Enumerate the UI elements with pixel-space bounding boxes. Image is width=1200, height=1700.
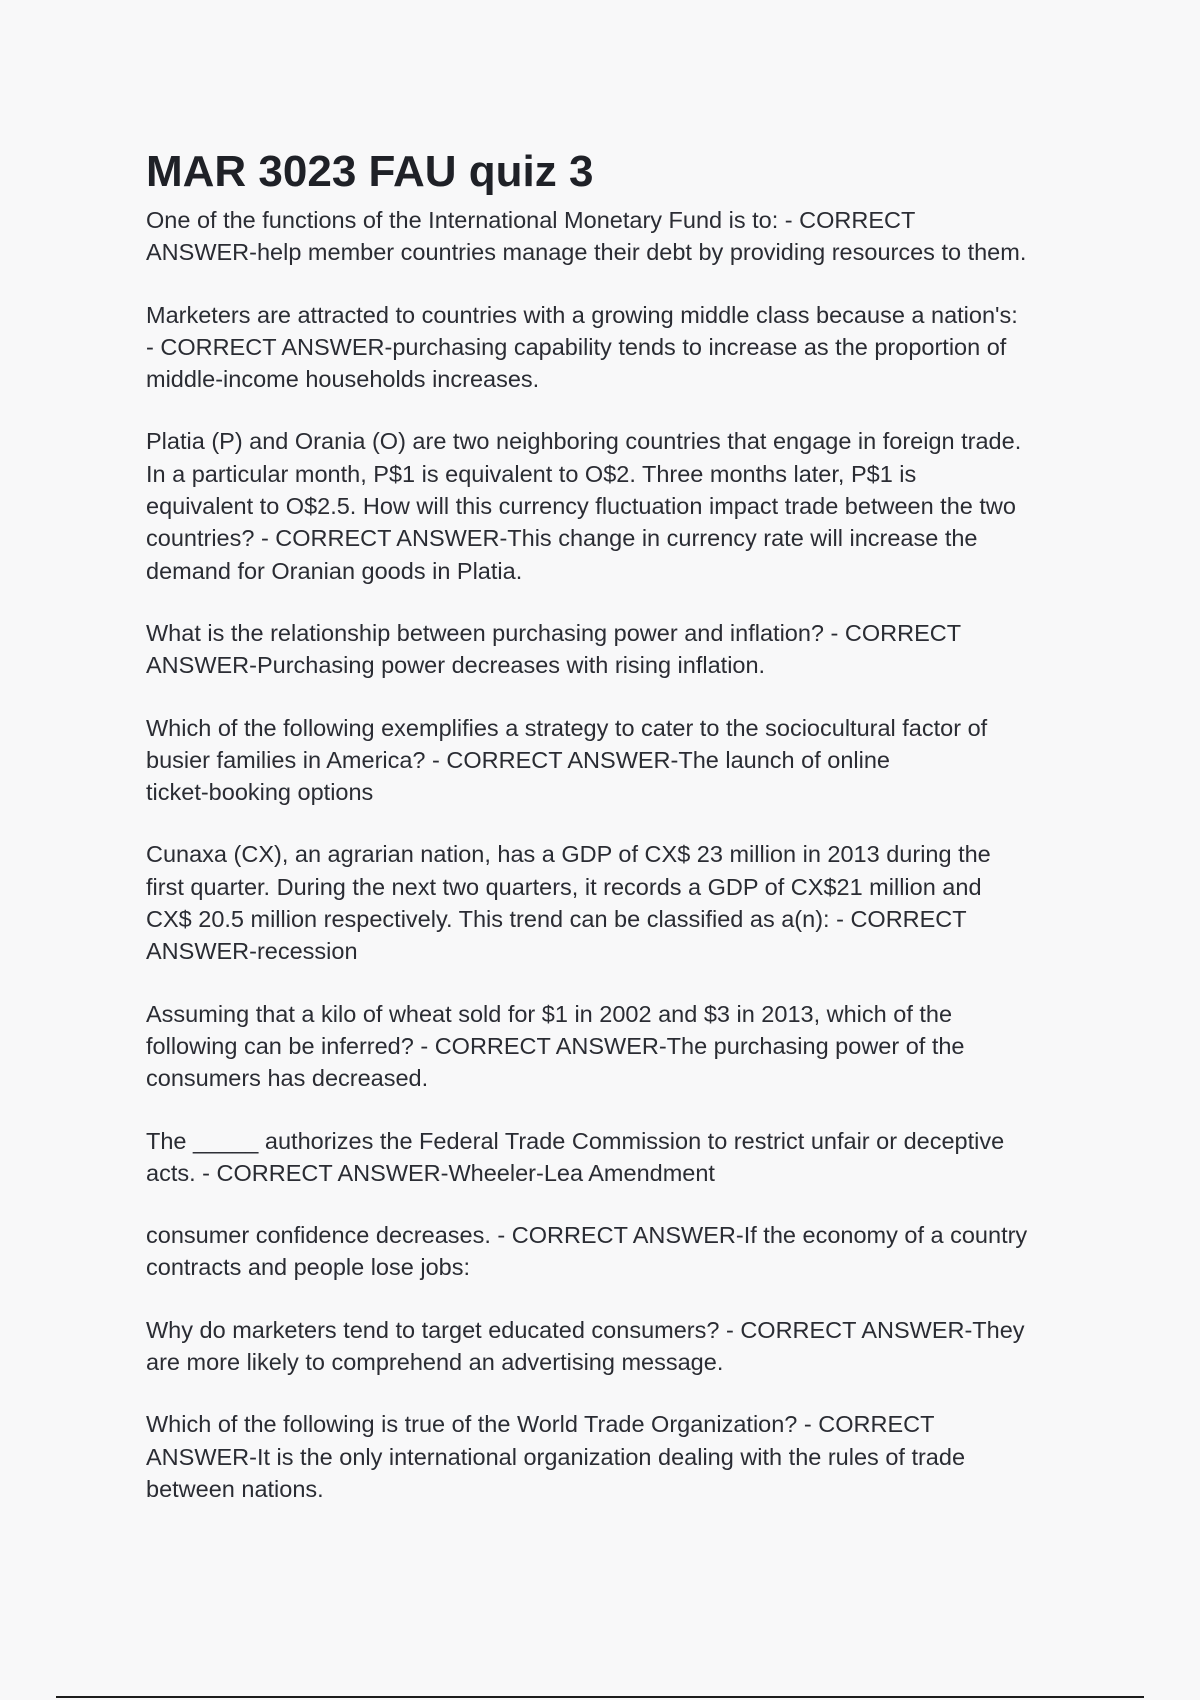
document-title: MAR 3023 FAU quiz 3 <box>146 147 594 196</box>
qa-item-6: Cunaxa (CX), an agrarian nation, has a GDP of CX$ 23 million in 2013 during the first quarter. During the next two quarters, it records a GDP of CX$21 million and CX$ 20.5 million respectively. This trend can be classified as a(n): - CORRECT ANSWER-recession <box>146 841 991 965</box>
qa-item-2: Marketers are attracted to countries with a growing middle class because a nation's: - CORRECT ANSWER-purchasing capability tends to increase as the proportion of middle-income households increases. <box>146 301 1018 393</box>
qa-item-1: One of the functions of the International Monetary Fund is to: - CORRECT ANSWER-help member countries manage their debt by providing resources to them. <box>146 207 1027 266</box>
qa-item-4: What is the relationship between purchasing power and inflation? - CORRECT ANSWER-Purchasing power decreases with rising inflation. <box>146 619 962 679</box>
qa-item-11: Which of the following is true of the World Trade Organization? - CORRECT ANSWER-It is the only international organization dealing with the rules of trade between nations. <box>146 1411 966 1502</box>
qa-item-10: Why do marketers tend to target educated consumers? - CORRECT ANSWER-They are more likely to comprehend an advertising message. <box>146 1316 1025 1376</box>
document-content <box>146 146 1066 1535</box>
page-bottom-rule <box>56 1696 1144 1698</box>
qa-item-5: Which of the following exemplifies a strategy to cater to the sociocultural factor of busier families in America? - CORRECT ANSWER-The launch of online ticket-booking options <box>146 714 988 806</box>
qa-item-3: Platia (P) and Orania (O) are two neighboring countries that engage in foreign trade. In a particular month, P$1 is equivalent to O$2. Three months later, P$1 is equivalent to O$2.5. How will this currency fluctuation impact trade between the two countries? - CORRECT ANSWER-This change in currency rate will increase the demand for Oranian goods in Platia. <box>146 428 1022 584</box>
qa-item-7: Assuming that a kilo of wheat sold for $1 in 2002 and $3 in 2013, which of the following can be inferred? - CORRECT ANSWER-The purchasing power of the consumers has decreased. <box>146 1000 965 1092</box>
qa-item-9: consumer confidence decreases. - CORRECT ANSWER-If the economy of a country contracts and people lose jobs: <box>146 1222 1028 1281</box>
qa-item-8: The _____ authorizes the Federal Trade Commission to restrict unfair or deceptive acts. - CORRECT ANSWER-Wheeler-Lea Amendment <box>146 1127 1005 1186</box>
